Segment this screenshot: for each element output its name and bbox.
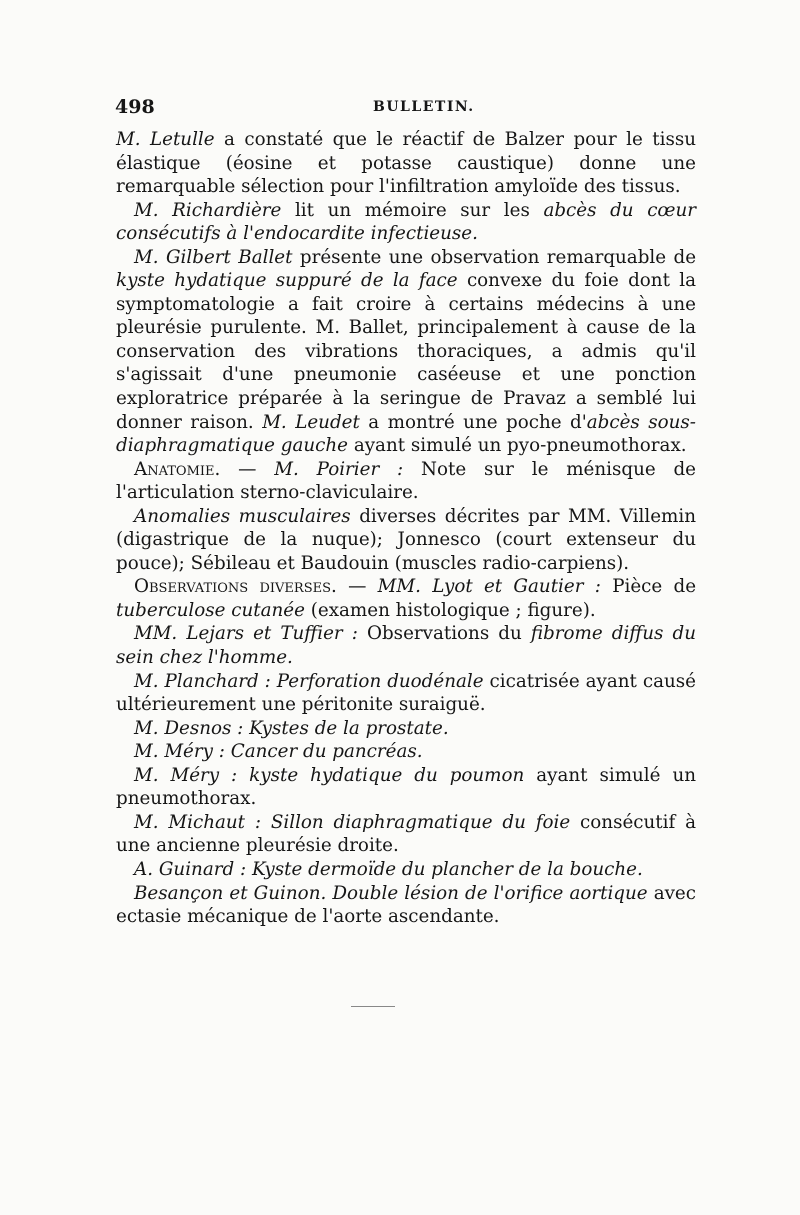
italic-run: Anomalies musculaires — [134, 505, 351, 527]
italic-run: M. Poirier : — [274, 458, 404, 480]
text-run: a constaté que le réactif de Balzer pour le tissu élastique (éosine et potasse caustique) donne une remarquable sélection pour l'infiltration amyloïde des tissus. — [116, 129, 697, 198]
text-run: convexe du foie dont la symptomatologie a fait croire à certains médecins à une pleurésie purulente. M. Ballet, principalement à cause de la conservation des vibrations thoraciques, a admis qu'il s'agissait d'une pneumonie caséeuse et une ponction exploratrice préparée à la seringue de Pravaz a semblé lui donner raison. — [116, 270, 696, 433]
paragraph — [116, 128, 696, 199]
text-run: présente une observation remarquable de — [292, 246, 697, 268]
paragraph — [116, 246, 696, 458]
section-heading: Observations diverses. — [134, 576, 337, 598]
text-run: a montré une poche d' — [359, 411, 587, 433]
italic-run: M. Richardière — [134, 199, 282, 221]
italic-run: A. Guinard : Kyste dermoïde du plancher de la bouche. — [134, 858, 643, 880]
italic-run: fibrome diffus du sein chez l'homme. — [116, 623, 696, 669]
italic-run: M. Planchard : Perforation duodénale — [134, 670, 484, 692]
text-run: ayant simulé un pneumothorax. — [116, 764, 696, 810]
italic-run: abcès du cœur consécutifs à l'endocardite infectieuse. — [116, 199, 697, 245]
italic-run: abcès sous-diaphragmatique gauche — [116, 411, 696, 457]
text-run: Note sur le ménisque de l'articulation sterno-claviculaire. — [116, 458, 697, 504]
italic-run: M. Méry : kyste hydatique du poumon — [134, 764, 525, 786]
italic-run: M. Desnos : Kystes de la prostate. — [134, 717, 449, 739]
running-title: BULLETIN. — [373, 99, 475, 115]
italic-run: M. Méry : Cancer du pancréas. — [134, 741, 423, 763]
text-run: avec ectasie mécanique de l'aorte ascendante. — [116, 882, 696, 928]
paragraph — [116, 505, 696, 576]
paragraph — [116, 882, 696, 929]
paragraph — [116, 199, 696, 246]
paragraph — [116, 858, 696, 882]
text-run: (examen histologique ; figure). — [304, 599, 596, 621]
text-run: lit un mémoire sur les — [281, 199, 544, 221]
paragraph — [116, 764, 696, 811]
italic-run: M. Leudet — [262, 411, 360, 433]
italic-run: tuberculose cutanée — [116, 599, 305, 621]
italic-run: kyste hydatique suppuré de la face — [116, 270, 458, 292]
italic-run: M. Letulle — [116, 129, 215, 150]
text-run: diverses décrites par MM. Villemin (digastrique de la nuque); Jonnesco (court extenseur du pouce); Sébileau et Baudouin (muscles radio-carpiens). — [116, 505, 696, 574]
paragraph — [116, 811, 696, 858]
body-text — [116, 128, 696, 929]
paragraph — [116, 717, 696, 741]
italic-run: MM. Lejars et Tuffier : — [134, 623, 358, 645]
page-header — [115, 96, 695, 120]
paragraph — [116, 458, 696, 505]
text-run: — — [336, 576, 378, 598]
text-run: consécutif à une ancienne pleurésie droite. — [116, 811, 696, 857]
text-run: cicatrisée ayant causé ultérieurement une péritonite suraiguë. — [116, 670, 696, 716]
italic-run: M. Michaut : Sillon diaphragmatique du foie — [134, 811, 571, 833]
text-run: Pièce de — [600, 576, 697, 598]
paragraph — [116, 670, 696, 717]
text-run: — — [220, 458, 275, 480]
italic-run: MM. Lyot et Gautier : — [377, 576, 601, 598]
paragraph — [116, 740, 696, 764]
italic-run: M. Gilbert Ballet — [134, 246, 293, 268]
paragraph — [116, 575, 696, 622]
section-heading: Anatomie. — [134, 458, 221, 480]
italic-run: Besançon et Guinon. Double lésion de l'orifice aortique — [134, 882, 648, 904]
text-run: Observations du — [357, 623, 531, 645]
closing-rule — [351, 1006, 395, 1007]
page-number: 498 — [115, 96, 155, 118]
paragraph — [116, 622, 696, 669]
text-run: ayant simulé un pyo-pneumothorax. — [348, 435, 687, 457]
